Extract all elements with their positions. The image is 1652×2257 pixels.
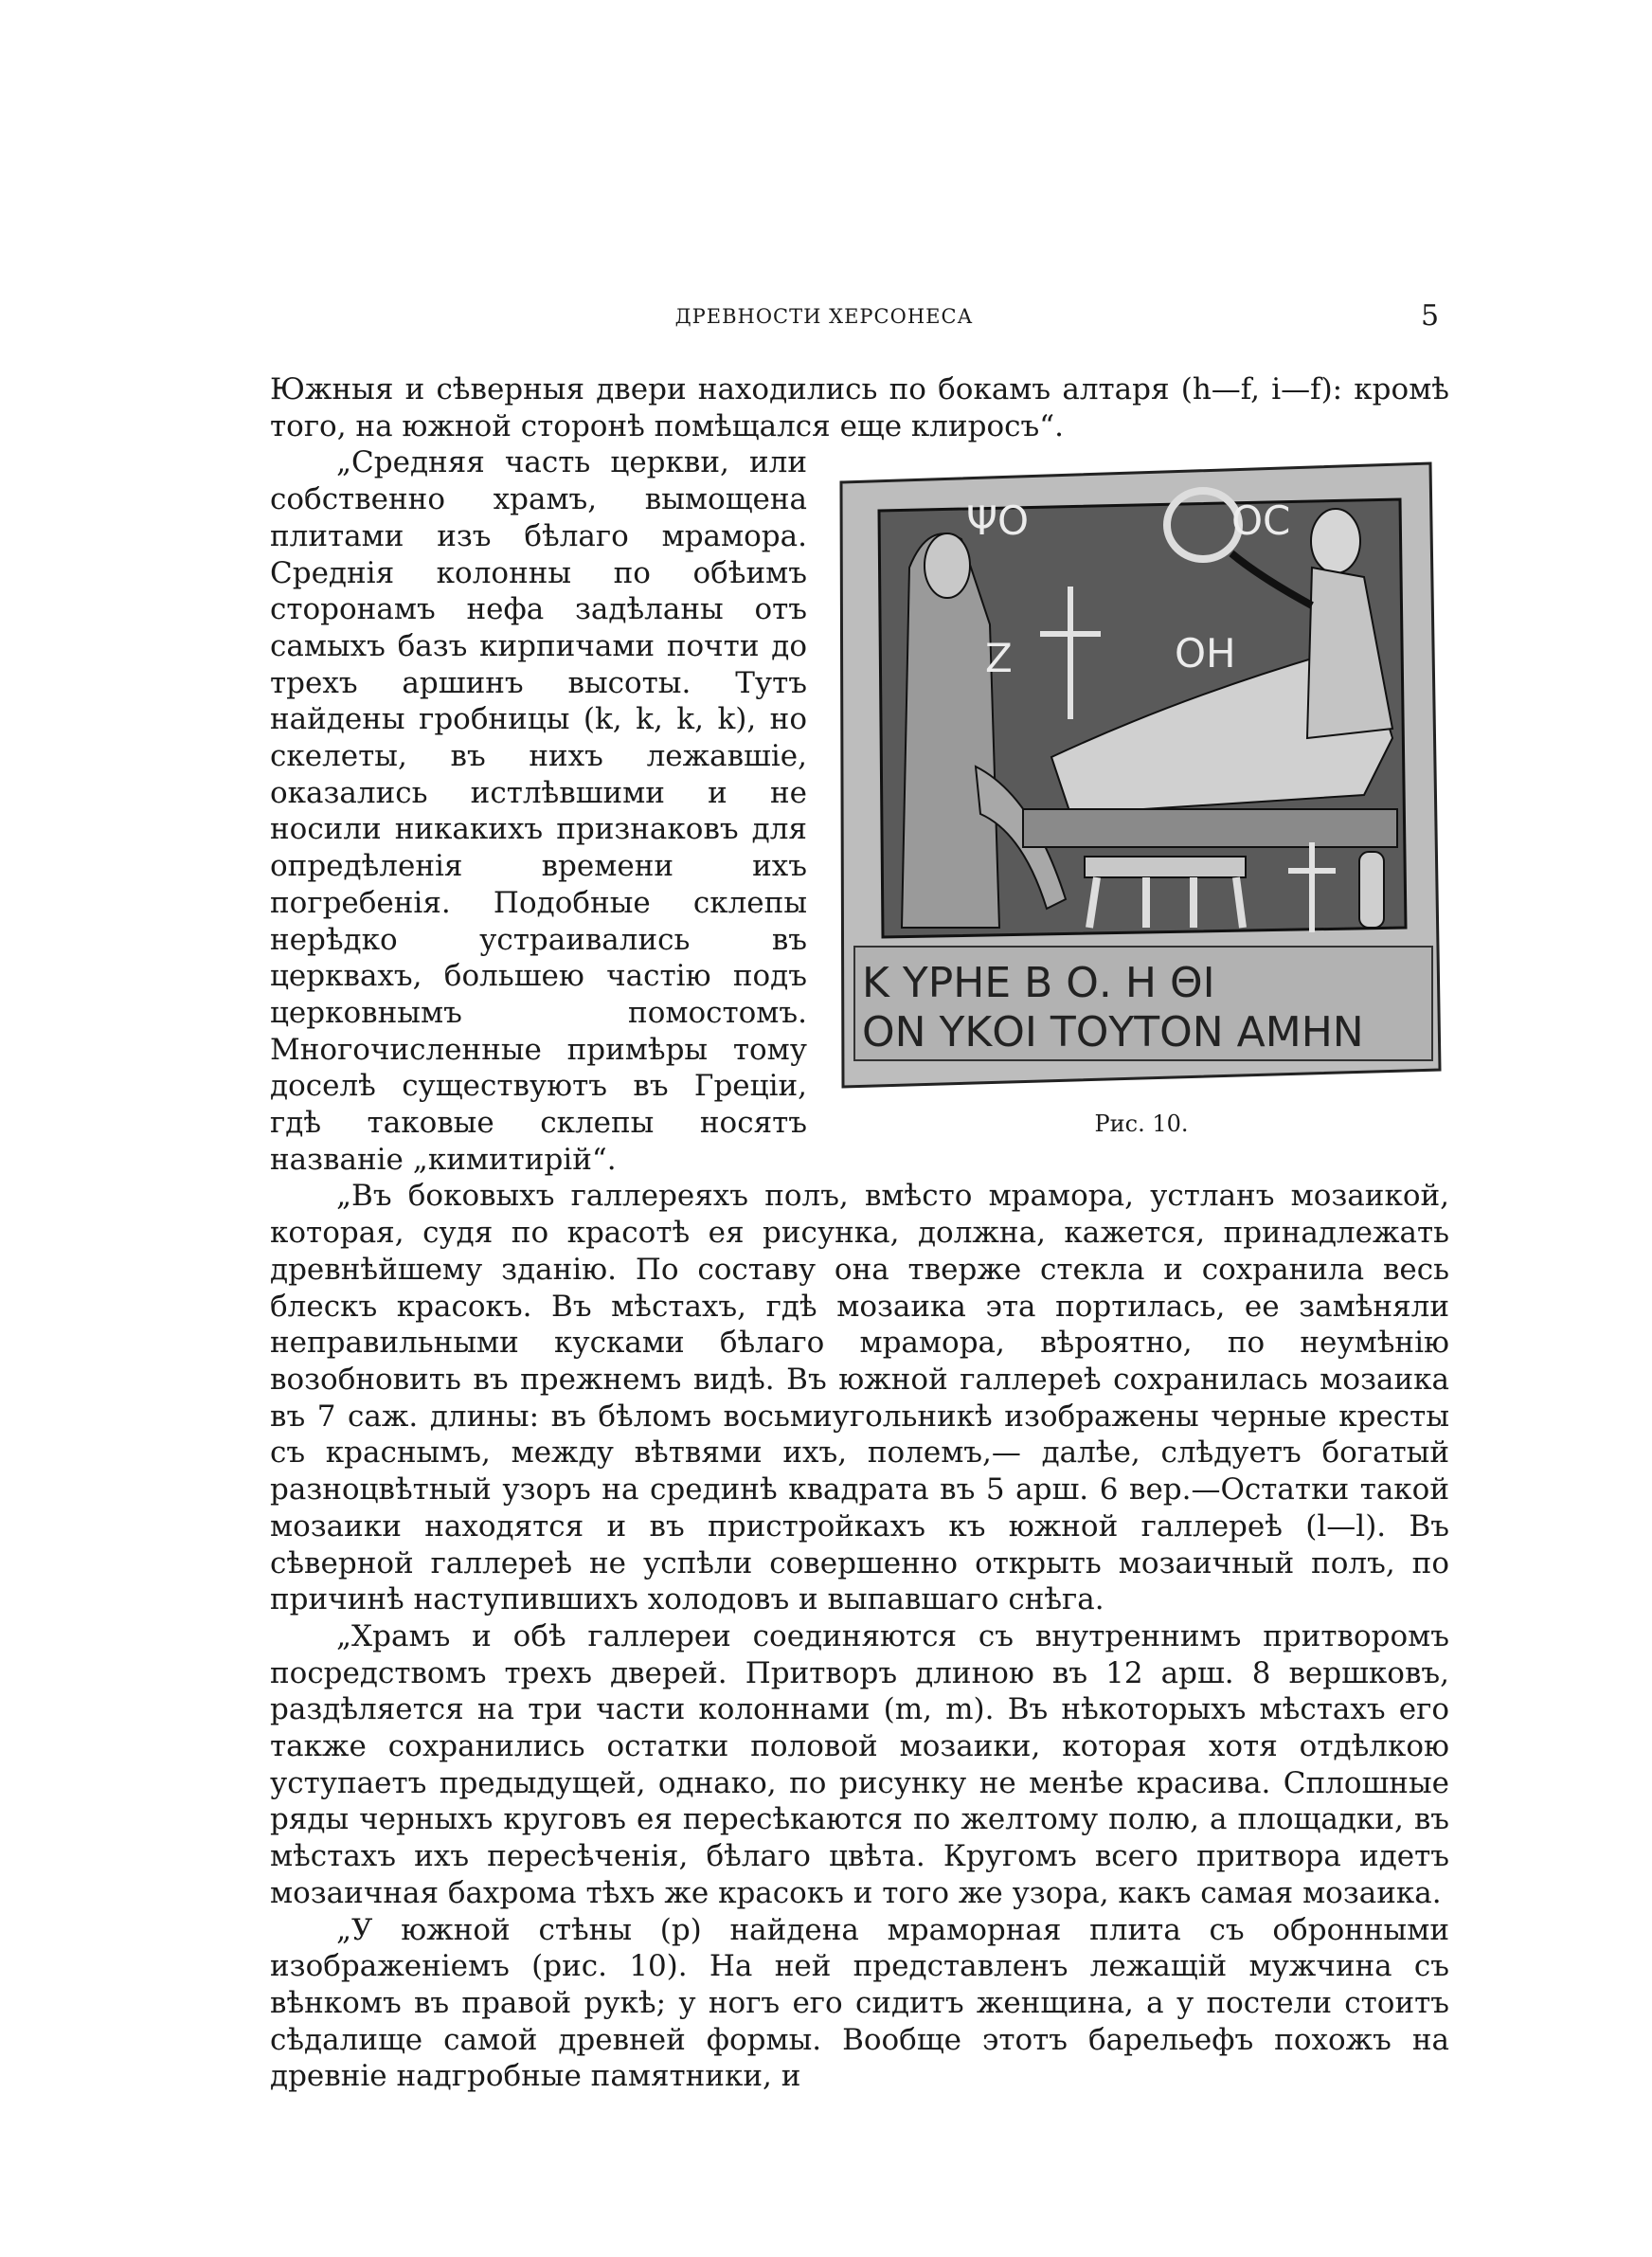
- running-title: ДРЕВНОСТИ ХЕРСОНЕСА: [674, 305, 974, 328]
- paragraph-3: „Въ боковыхъ галлереяхъ полъ, вмѣсто мрамора, устланъ мозаикой, которая, судя по красотѣ ея рисунка, должна, кажется, принадлежать древнѣйшему зданію. По составу она тверже стекла и сохранила весь блескъ красокъ. Въ мѣстахъ, гдѣ мозаика эта портилась, ее замѣняли неправильными кусками бѣлаго мрамора, вѣроятно, по неумѣнію возобновить въ прежнемъ видѣ. Въ южной галлереѣ сохранилась мозаика въ 7 саж. длины: въ бѣломъ восьмиугольникѣ изображены черные кресты съ краснымъ, между вѣтвями ихъ, полемъ,— далѣе, слѣдуетъ богатый разноцвѣтный узоръ на срединѣ квадрата въ 5 арш. 6 вер.—Остатки такой мозаики находятся и въ пристройкахъ къ южной галлереѣ (l—l). Въ сѣверной галлереѣ не успѣли совершенно открыть мозаичный полъ, по причинѣ наступившихъ холодовъ и выпавшаго снѣга.: [270, 1179, 1449, 1617]
- man-head: [1311, 509, 1360, 573]
- body-text: [270, 371, 1449, 2095]
- table-top: [1085, 857, 1246, 877]
- paragraph-2: „Средняя часть церкви, или собственно храмъ, вымощена плитами изъ бѣлаго мрамора. Среднія колонны по обѣимъ сторонамъ нефа задѣланы отъ самыхъ базъ кирпичами почти до трехъ аршинъ высоты. Тутъ найдены гробницы (k, k, k, k), но скелеты, въ нихъ лежавшіе, оказались истлѣвшими и не носили никакихъ признаковъ для опредѣленія времени ихъ погребенія. Подобные склепы нерѣдко устраивались въ церквахъ, большею частію подъ церковнымъ помостомъ. Многочисленные примѣры тому доселѣ существуютъ въ Греціи, гдѣ таковые склепы носятъ названіе „кимитирій“.: [270, 445, 807, 1177]
- inscription-top-left: ΨΟ: [966, 497, 1030, 545]
- woman-head: [925, 533, 970, 598]
- figure-10: [834, 454, 1449, 1166]
- small-figure: [1359, 852, 1384, 928]
- inscription-mid-left: Z: [985, 635, 1013, 682]
- relief-illustration: [834, 454, 1449, 1098]
- couch: [1023, 809, 1397, 847]
- inscription-mid-right: ΟΗ: [1175, 630, 1236, 677]
- inscription-row-2: ΟΝ ΥΚΟΙ ΤΟΥΤΟΝ ΑΜΗΝ: [862, 1008, 1364, 1057]
- inscription-row-1: Κ ΥΡΗΕ Β Ο. Η ΘΙ: [862, 959, 1215, 1008]
- paragraph-4: „Храмъ и обѣ галлереи соединяются съ внутреннимъ притворомъ посредствомъ трехъ дверей. Притворъ длиною въ 12 арш. 8 вершковъ, раздѣляется на три части колоннами (m, m). Въ нѣкоторыхъ мѣстахъ его также сохранились остатки половой мозаики, которая хотя отдѣлкою уступаетъ предыдущей, однако, по рисунку не менѣе красива. Сплошные ряды черныхъ круговъ ея пересѣкаются по желтому полю, а площадки, въ мѣстахъ ихъ пересѣченія, бѣлаго цвѣта. Кругомъ всего притвора идетъ мозаичная бахрома тѣхъ же красокъ и того же узора, какъ самая мозаика.: [270, 1618, 1449, 1910]
- paragraph-5: „У южной стѣны (р) найдена мраморная плита съ обронными изображеніемъ (рис. 10). На ней представленъ лежащій мужчина съ вѣнкомъ въ правой рукѣ; у ногъ его сидитъ женщина, а у постели стоитъ сѣдалище самой древней формы. Вообще этотъ барельефъ похожъ на древніе надгробные памятники, и: [270, 1912, 1449, 2094]
- page-header: [0, 299, 1652, 343]
- figure-caption: Рис. 10.: [1094, 1110, 1189, 1138]
- page-number: 5: [1421, 299, 1440, 333]
- paragraph-1: Южныя и сѣверныя двери находились по бокамъ алтаря (h—f, i—f): кромѣ того, на южной сторонѣ помѣщался еще клиросъ“.: [270, 372, 1449, 443]
- inscription-top-right: ΟC: [1231, 497, 1291, 545]
